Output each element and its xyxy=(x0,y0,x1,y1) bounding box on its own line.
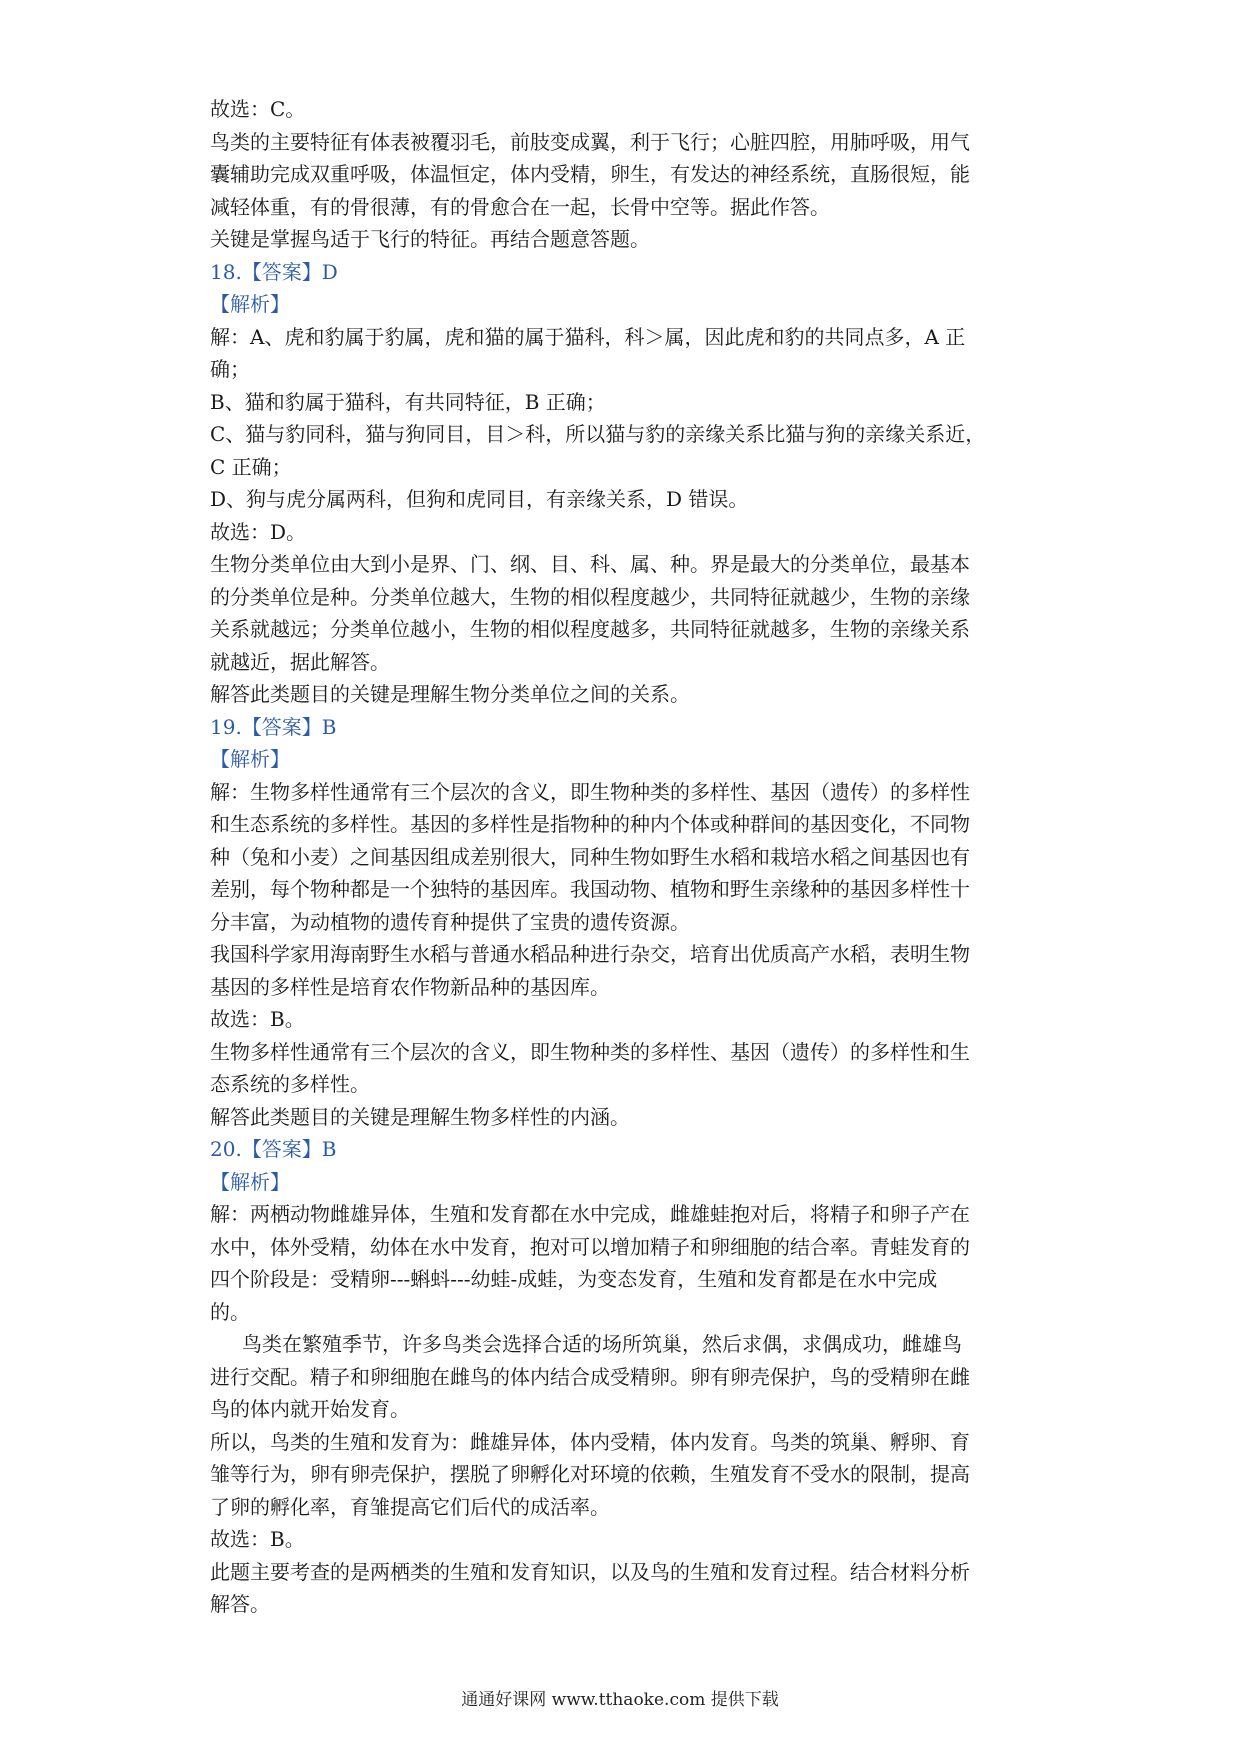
text-line: 鸟类的主要特征有体表被覆羽毛，前肢变成翼，利于飞行；心脏四腔，用肺呼吸，用气 xyxy=(210,129,970,154)
text-line: 此题主要考查的是两栖类的生殖和发育知识，以及鸟的生殖和发育过程。结合材料分析 xyxy=(210,1559,970,1584)
text-line: 故选：B。 xyxy=(210,1527,305,1551)
text-line: 鸟的体内就开始发育。 xyxy=(210,1397,410,1421)
text-line: D、狗与虎分属两科，但狗和虎同目，有亲缘关系，D 错误。 xyxy=(210,487,749,511)
text-line: 四个阶段是：受精卵---蝌蚪---幼蛙-成蛙，为变态发育，生殖和发育都是在水中完成 xyxy=(210,1267,938,1291)
text-line: 我国科学家用海南野生水稻与普通水稻品种进行杂交，培育出优质高产水稻，表明生物 xyxy=(210,942,970,966)
text-line: 的分类单位是种。分类单位越大，生物的相似程度越少，共同特征就越少，生物的亲缘 xyxy=(210,584,970,609)
text-line: 确； xyxy=(210,357,250,381)
text-line: 解：两栖动物雌雄异体，生殖和发育都在水中完成，雌雄蛙抱对后，将精子和卵子产在 xyxy=(210,1202,970,1226)
text-line: 解答此类题目的关键是理解生物多样性的内涵。 xyxy=(210,1104,630,1129)
text-line: B、猫和豹属于猫科，有共同特征，B 正确； xyxy=(210,389,606,414)
section-heading: 20.【答案】B xyxy=(210,1137,337,1161)
text-line: 态系统的多样性。 xyxy=(210,1072,370,1096)
section-heading: 【解析】 xyxy=(210,1169,290,1194)
text-line: 了卵的孵化率，育雏提高它们后代的成活率。 xyxy=(210,1494,610,1519)
page-footer: 通通好课网 www.tthaoke.com 提供下载 xyxy=(461,1690,779,1710)
section-heading: 【解析】 xyxy=(210,747,290,771)
document-body xyxy=(210,93,1045,1621)
text-line: 关键是掌握鸟适于飞行的特征。再结合题意答题。 xyxy=(210,227,650,251)
text-line: 生物分类单位由大到小是界、门、纲、目、科、属、种。界是最大的分类单位，最基本 xyxy=(210,552,970,576)
text-line: C、猫与豹同科，猫与狗同目，目＞科，所以猫与豹的亲缘关系比猫与狗的亲缘关系近， xyxy=(210,422,986,446)
text-line: 的。 xyxy=(210,1299,250,1324)
text-line: 分丰富，为动植物的遗传育种提供了宝贵的遗传资源。 xyxy=(210,909,690,934)
text-line: 进行交配。精子和卵细胞在雌鸟的体内结合成受精卵。卵有卵壳保护，鸟的受精卵在雌 xyxy=(210,1364,970,1389)
text-line: 种（兔和小麦）之间基因组成差别很大，同种生物如野生水稻和栽培水稻之间基因也有 xyxy=(210,844,970,869)
text-line: 解答此类题目的关键是理解生物分类单位之间的关系。 xyxy=(210,682,690,706)
text-line: 雏等行为，卵有卵壳保护，摆脱了卵孵化对环境的依赖，生殖发育不受水的限制，提高 xyxy=(210,1462,970,1486)
text-line: 就越近，据此解答。 xyxy=(210,649,390,674)
text-line: 故选：B。 xyxy=(210,1007,305,1031)
text-line: 生物多样性通常有三个层次的含义，即生物种类的多样性、基因（遗传）的多样性和生 xyxy=(210,1039,970,1064)
text-line: 关系就越远；分类单位越小，生物的相似程度越多，共同特征就越多，生物的亲缘关系 xyxy=(210,617,970,641)
text-line: 解答。 xyxy=(210,1592,270,1616)
text-line: 鸟类在繁殖季节，许多鸟类会选择合适的场所筑巢，然后求偶，求偶成功，雌雄鸟 xyxy=(242,1332,962,1356)
text-line: 故选：D。 xyxy=(210,519,307,544)
text-line: 囊辅助完成双重呼吸，体温恒定，体内受精，卵生，有发达的神经系统，直肠很短，能 xyxy=(210,162,970,186)
text-line: 和生态系统的多样性。基因的多样性是指物种的种内个体或种群间的基因变化，不同物 xyxy=(210,812,970,836)
text-line: 故选：C。 xyxy=(210,97,306,121)
section-heading: 【解析】 xyxy=(210,292,290,316)
text-line: 解：生物多样性通常有三个层次的含义，即生物种类的多样性、基因（遗传）的多样性 xyxy=(210,779,970,804)
text-line: C 正确； xyxy=(210,454,292,479)
text-line: 差别，每个物种都是一个独特的基因库。我国动物、植物和野生亲缘种的基因多样性十 xyxy=(210,877,970,901)
section-heading: 18.【答案】D xyxy=(210,259,338,284)
text-line: 解：A、虎和豹属于豹属，虎和猫的属于猫科，科＞属，因此虎和豹的共同点多，A 正 xyxy=(210,324,966,349)
text-line: 减轻体重，有的骨很薄，有的骨愈合在一起，长骨中空等。据此作答。 xyxy=(210,194,830,219)
text-line: 所以，鸟类的生殖和发育为：雌雄异体，体内受精，体内发育。鸟类的筑巢、孵卵、育 xyxy=(210,1429,970,1454)
text-line: 基因的多样性是培育农作物新品种的基因库。 xyxy=(210,974,610,999)
section-heading: 19.【答案】B xyxy=(210,714,337,739)
text-line: 水中，体外受精，幼体在水中发育，抱对可以增加精子和卵细胞的结合率。青蛙发育的 xyxy=(210,1234,970,1259)
